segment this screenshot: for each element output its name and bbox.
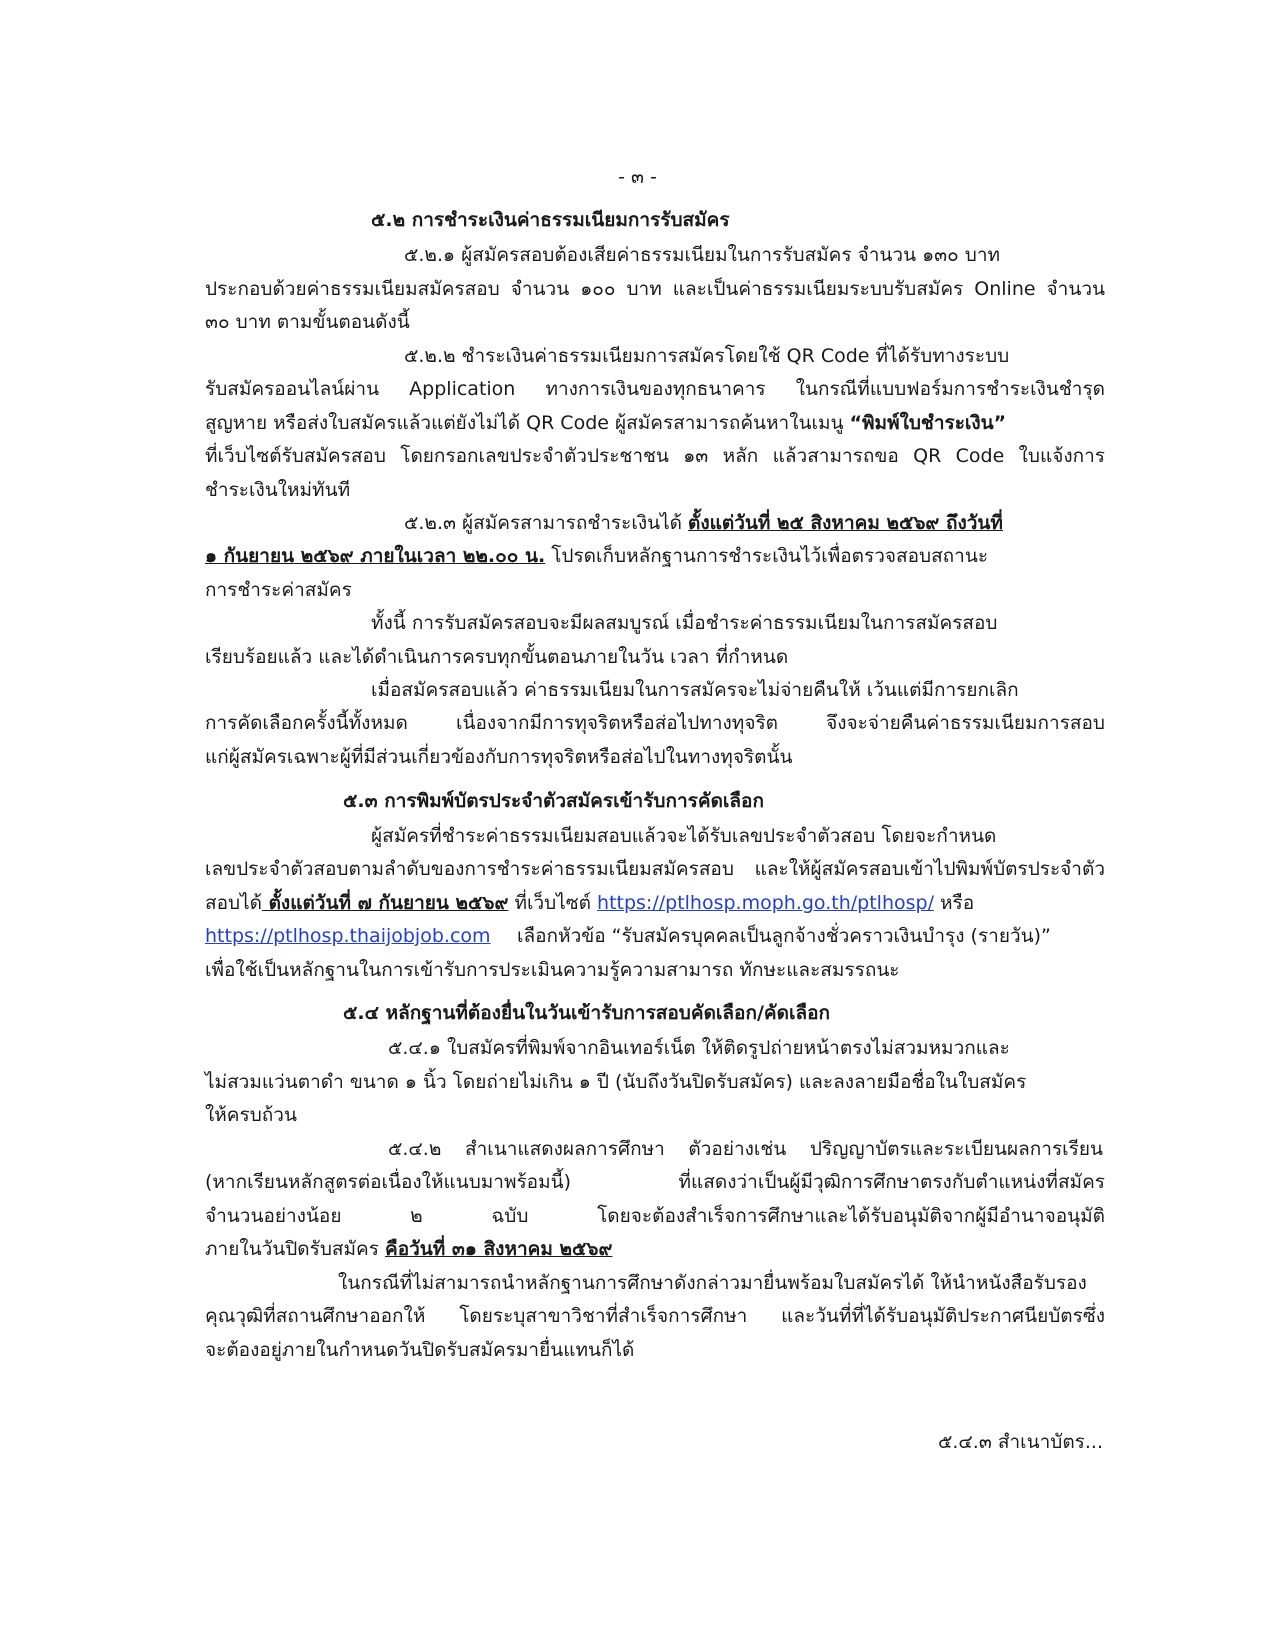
page-continuation: ๕.๔.๓ สำเนาบัตร...	[937, 1431, 1103, 1453]
print-card-start-date: ตั้งแต่วันที่ ๗ กันยายน ๒๕๖๙	[261, 892, 509, 914]
para-5-4-2-line-3: จำนวนอย่างน้อย ๒ ฉบับ โดยจะต้องสำเร็จการศึกษาและได้รับอนุมัติจากผู้มีอำนาจอนุมัติ	[205, 1205, 1105, 1227]
para-5-3-line-2: เลขประจำตัวสอบตามลำดับของการชำระค่าธรรมเนียมสมัครสอบ และให้ผู้สมัครสอบเข้าไปพิมพ์บัตรประจำตัว	[205, 858, 1105, 880]
para-5-3-line-3	[205, 888, 1105, 920]
para-5-3-or-label: หรือ	[933, 892, 975, 914]
para-5-4-2-line-1: ๕.๔.๒ สำเนาแสดงผลการศึกษา ตัวอย่างเช่น ปริญญาบัตรและระเบียนผลการเรียน	[388, 1138, 1103, 1160]
para-5-2-2-line-3-text: สูญหาย หรือส่งใบสมัครแล้วแต่ยังไม่ได้ QR Code ผู้สมัครสามารถค้นหาในเมนู	[205, 412, 850, 434]
para-5-2-2-line-1: ๕.๒.๒ ชำระเงินค่าธรรมเนียมการสมัครโดยใช้ QR Code ที่ได้รับทางระบบ	[404, 345, 1010, 367]
para-5-3-topic-text: เลือกหัวข้อ “รับสมัครบุคคลเป็นลูกจ้างชั่วคราวเงินบำรุง (รายวัน)”	[517, 925, 1051, 947]
payment-period-start: ตั้งแต่วันที่ ๒๕ สิงหาคม ๒๕๖๙ ถึงวันที่	[688, 512, 1003, 534]
note-3-line-3: จะต้องอยู่ภายในกำหนดวันปิดรับสมัครมายื่นแทนก็ได้	[205, 1339, 635, 1361]
para-5-4-1-line-2: ไม่สวมแว่นตาดำ ขนาด ๑ นิ้ว โดยถ่ายไม่เกิน ๑ ปี (นับถึงวันปิดรับสมัคร) และลงลายมือชื่อในใบสมัคร	[205, 1071, 1027, 1093]
para-5-3-line-3-text: สอบได้	[205, 892, 262, 914]
website-link-thaijobjob[interactable]: https://ptlhosp.thaijobjob.com	[205, 925, 491, 947]
para-5-3-line-5: เพื่อใช้เป็นหลักฐานในการเข้ารับการประเมินความรู้ความสามารถ ทักษะและสมรรถนะ	[205, 959, 900, 981]
para-5-2-2-line-3	[205, 408, 1105, 440]
para-5-2-2-line-2: รับสมัครออนไลน์ผ่าน Application ทางการเงินของทุกธนาคาร ในกรณีที่แบบฟอร์มการชำระเงินชำรุด	[205, 378, 1105, 400]
para-5-2-1-line-1: ๕.๒.๑ ผู้สมัครสอบต้องเสียค่าธรรมเนียมในการรับสมัคร จำนวน ๑๓๐ บาท	[404, 244, 1001, 266]
closing-date: คือวันที่ ๓๑ สิงหาคม ๒๕๖๙	[385, 1238, 613, 1260]
para-5-3-website-label: ที่เว็บไซต์	[508, 892, 598, 914]
para-5-3-line-4	[205, 921, 1105, 953]
note-2-line-3: แก่ผู้สมัครเฉพาะผู้ที่มีส่วนเกี่ยวข้องกับการทุจริตหรือส่อไปในทางทุจริตนั้น	[205, 746, 793, 768]
page-number: - ๓ -	[618, 166, 657, 188]
para-5-2-3-line-2-text: โปรดเก็บหลักฐานการชำระเงินไว้เพื่อตรวจสอบสถานะ	[545, 545, 989, 567]
para-5-2-3-line-1	[404, 508, 1104, 540]
para-5-3-line-1: ผู้สมัครที่ชำระค่าธรรมเนียมสอบแล้วจะได้รับเลขประจำตัวสอบ โดยจะกำหนด	[371, 825, 997, 847]
para-5-2-3-line-3: การชำระค่าสมัคร	[205, 579, 352, 601]
para-5-2-1-line-2: ประกอบด้วยค่าธรรมเนียมสมัครสอบ จำนวน ๑๐๐ บาท และเป็นค่าธรรมเนียมระบบรับสมัคร Online จำนวน	[205, 278, 1105, 300]
website-link-moph[interactable]: https://ptlhosp.moph.go.th/ptlhosp/	[597, 892, 934, 914]
para-5-2-3-line-1-text: ๕.๒.๓ ผู้สมัครสามารถชำระเงินได้	[404, 512, 689, 534]
note-2-line-2: การคัดเลือกครั้งนี้ทั้งหมด เนื่องจากมีการทุจริตหรือส่อไปทางทุจริต จึงจะจ่ายคืนค่าธรรมเนียมการสอบ	[205, 712, 1105, 734]
note-3-line-2: คุณวุฒิที่สถานศึกษาออกให้ โดยระบุสาขาวิชาที่สำเร็จการศึกษา และวันที่ที่ได้รับอนุมัติประกาศนียบัตรซึ่ง	[205, 1305, 1105, 1327]
note-1-line-1: ทั้งนี้ การรับสมัครสอบจะมีผลสมบูรณ์ เมื่อชำระค่าธรรมเนียมในการสมัครสอบ	[371, 612, 998, 634]
para-5-4-1-line-3: ให้ครบถ้วน	[205, 1104, 297, 1126]
para-5-2-1-line-3: ๓๐ บาท ตามขั้นตอนดังนี้	[205, 311, 410, 333]
note-2-line-1: เมื่อสมัครสอบแล้ว ค่าธรรมเนียมในการสมัครจะไม่จ่ายคืนให้ เว้นแต่มีการยกเลิก	[371, 679, 1019, 701]
note-1-line-2: เรียบร้อยแล้ว และได้ดำเนินการครบทุกขั้นตอนภายในวัน เวลา ที่กำหนด	[205, 646, 789, 668]
para-5-4-1-line-1: ๕.๔.๑ ใบสมัครที่พิมพ์จากอินเทอร์เน็ต ให้ติดรูปถ่ายหน้าตรงไม่สวมหมวกและ	[388, 1037, 1010, 1059]
para-5-4-2-line-4	[205, 1234, 1105, 1266]
section-heading-5-3: ๕.๓ การพิมพ์บัตรประจำตัวสมัครเข้ารับการคัดเลือก	[343, 790, 764, 812]
section-heading-5-4: ๕.๔ หลักฐานที่ต้องยื่นในวันเข้ารับการสอบคัดเลือก/คัดเลือก	[343, 1002, 831, 1024]
para-5-2-2-line-5: ชำระเงินใหม่ทันที	[205, 479, 351, 501]
para-5-2-3-line-2	[205, 541, 1105, 573]
note-3-line-1: ในกรณีที่ไม่สามารถนำหลักฐานการศึกษาดังกล่าวมายื่นพร้อมใบสมัครได้ ให้นำหนังสือรับรอง	[338, 1272, 1087, 1294]
para-5-2-2-line-4: ที่เว็บไซต์รับสมัครสอบ โดยกรอกเลขประจำตัวประชาชน ๑๓ หลัก แล้วสามารถขอ QR Code ใบแจ้งการ	[205, 445, 1105, 467]
para-5-4-2-line-4-text: ภายในวันปิดรับสมัคร	[205, 1238, 385, 1260]
print-payment-menu-label: “พิมพ์ใบชำระเงิน”	[849, 412, 1007, 434]
section-heading-5-2: ๕.๒ การชำระเงินค่าธรรมเนียมการรับสมัคร	[371, 209, 730, 231]
para-5-4-2-line-2: (หากเรียนหลักสูตรต่อเนื่องให้แนบมาพร้อมนี้) ที่แสดงว่าเป็นผู้มีวุฒิการศึกษาตรงกับตำแหน่งที่สมัคร	[205, 1171, 1105, 1193]
payment-period-end: ๑ กันยายน ๒๕๖๙ ภายในเวลา ๒๒.๐๐ น.	[205, 545, 546, 567]
